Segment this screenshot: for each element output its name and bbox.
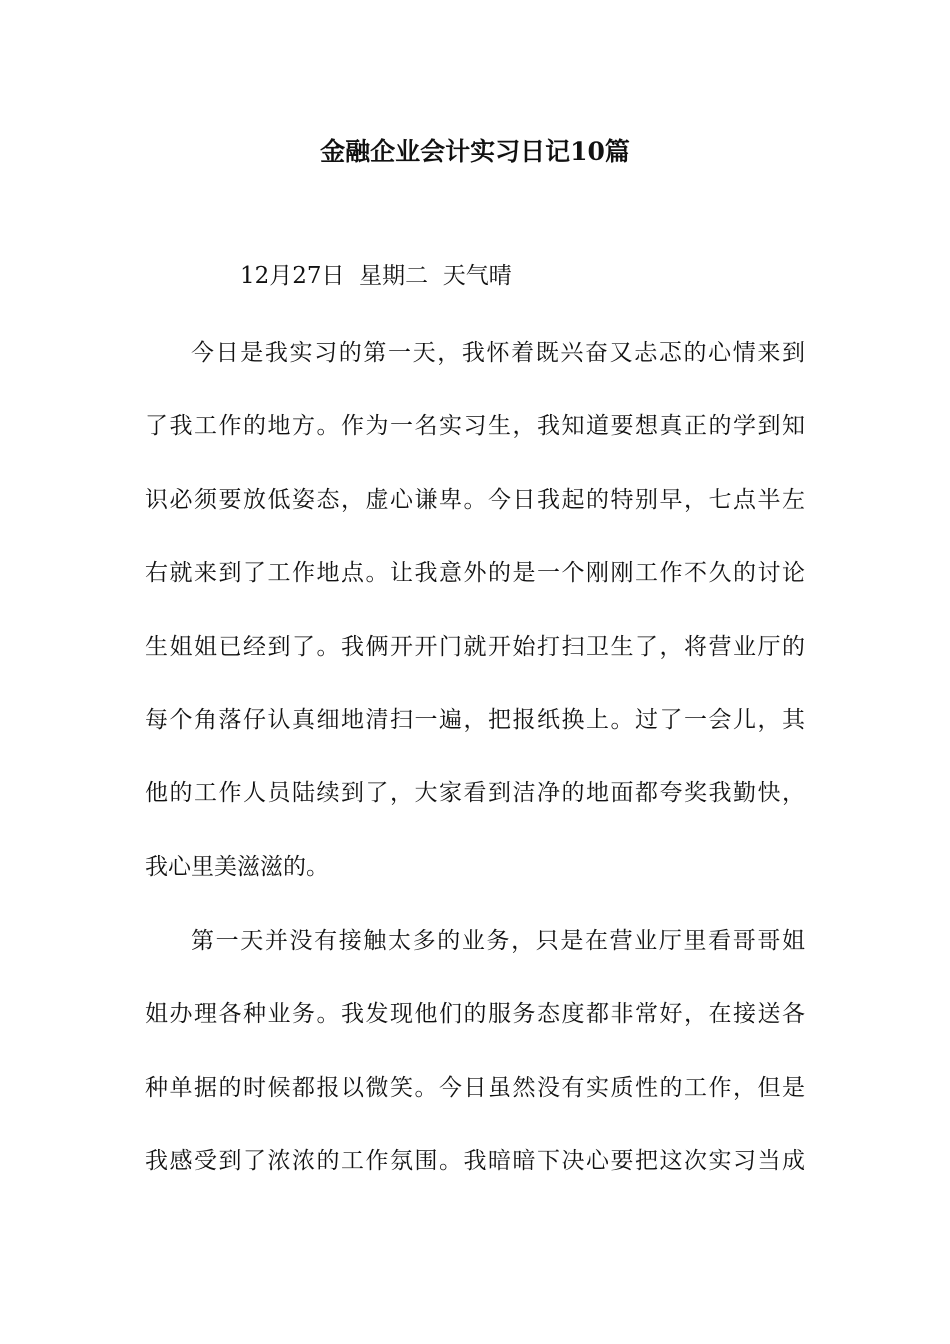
paragraph-1 bbox=[145, 335, 805, 922]
paragraph-line: 右就来到了工作地点。让我意外的是一个刚刚工作不久的讨论 bbox=[145, 560, 805, 587]
paragraph-line: 第一天并没有接触太多的业务，只是在营业厅里看哥哥姐 bbox=[191, 928, 805, 954]
paragraph-line: 我心里美滋滋的。 bbox=[145, 853, 329, 880]
paragraph-line: 每个角落仔认真细地清扫一遍，把报纸换上。过了一会儿，其 bbox=[145, 706, 805, 733]
paragraph-line: 生姐姐已经到了。我俩开开门就开始打扫卫生了，将营业厅的 bbox=[145, 633, 805, 660]
paragraph-line: 识必须要放低姿态，虚心谦卑。今日我起的特别早，七点半左 bbox=[145, 486, 805, 513]
paragraph-line: 他的工作人员陆续到了，大家看到洁净的地面都夸奖我勤快， bbox=[145, 780, 805, 807]
paragraph-line: 了我工作的地方。作为一名实习生，我知道要想真正的学到知 bbox=[145, 413, 805, 440]
paragraph-line: 种单据的时候都报以微笑。今日虽然没有实质性的工作，但是 bbox=[145, 1074, 805, 1101]
paragraph-line: 姐办理各种业务。我发现他们的服务态度都非常好，在接送各 bbox=[145, 1001, 805, 1028]
paragraph-2 bbox=[145, 923, 805, 1217]
document-title: 金融企业会计实习日记10篇 bbox=[320, 137, 630, 166]
diary-dateline: 12月27日 星期二 天气晴 bbox=[240, 263, 512, 289]
paragraph-line: 我感受到了浓浓的工作氛围。我暗暗下决心要把这次实习当成 bbox=[145, 1148, 805, 1175]
paragraph-line: 今日是我实习的第一天，我怀着既兴奋又忐忑的心情来到 bbox=[191, 340, 805, 366]
